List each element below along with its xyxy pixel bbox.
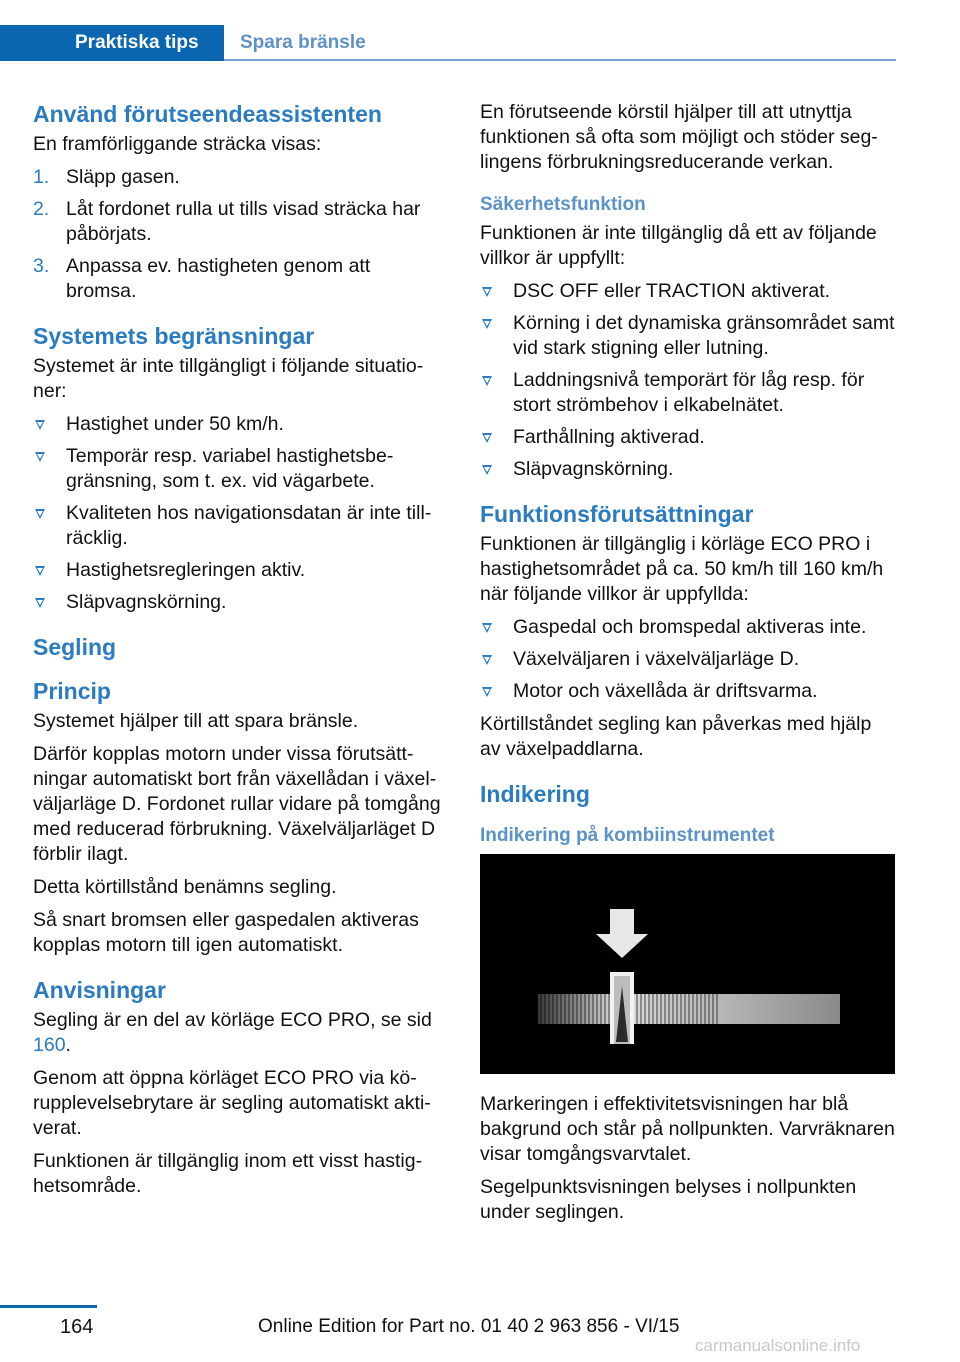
paragraph: Genom att öppna körläget ECO PRO via körupplevelsebrytare är segling automatiskt aktiverat. <box>33 1067 431 1139</box>
list-item: Motor och växellåda är driftsvarma. <box>480 679 896 704</box>
bullet-list <box>33 412 445 615</box>
heading-segling: Segling <box>33 634 117 660</box>
heading-kombiinstrument: Indikering på kombiinstrumentet <box>480 825 775 846</box>
paragraph: Så snart bromsen eller gaspedalen aktiveras kopplas motorn till igen automatiskt. <box>33 909 419 956</box>
page-number-rule <box>0 1305 97 1308</box>
list-item: Farthållning aktiverad. <box>480 425 896 450</box>
bullet-list <box>480 615 896 704</box>
paragraph: Systemet hjälper till att spara bränsle. <box>33 710 359 732</box>
heading-anvisningar: Anvisningar <box>33 977 166 1003</box>
paragraph: Funktionen är tillgänglig i körläge ECO PRO i hastighetsområdet på ca. 50 km/h till 160 km/h när följande villkor är uppfyllda: <box>480 533 884 605</box>
triangle-bullet-icon <box>482 465 492 475</box>
list-item: Gaspedal och bromspedal aktiveras inte. <box>480 615 896 640</box>
down-arrow-icon <box>596 909 648 958</box>
heading-indikering: Indikering <box>480 781 590 807</box>
coasting-indicator-graphic <box>480 854 895 1074</box>
header-rule <box>224 59 896 61</box>
triangle-bullet-icon <box>482 623 492 633</box>
triangle-bullet-icon <box>482 655 492 665</box>
step-text: Låt fordonet rulla ut tills visad sträcka har påbörjats. <box>66 198 421 245</box>
triangle-bullet-icon <box>35 452 45 462</box>
list-item: Släpvagnskörning. <box>480 457 896 482</box>
paragraph: Körtillståndet segling kan påverkas med hjälp av växelpaddlarna. <box>480 713 872 760</box>
section-tab[interactable]: Spara bränsle <box>240 32 366 53</box>
triangle-bullet-icon <box>35 420 45 430</box>
triangle-bullet-icon <box>35 566 45 576</box>
triangle-bullet-icon <box>35 598 45 608</box>
watermark-text: carmanualsonline.info <box>695 1336 861 1355</box>
caption: Markeringen i effektivitetsvisningen har blå bakgrund och står på nollpunkten. Varvräknaren visar tomgångsvarvtalet. <box>480 1093 895 1165</box>
paragraph: Segelpunktsvisningen belyses i nollpunkten under seglingen. <box>480 1176 857 1223</box>
paragraph: Därför kopplas motorn under vissa förutsättningar automatiskt bort från växellådan i växelväljarläge D. Fordonet rullar vidare på tomgång med reducerad förbrukning. Växelväljarläget D förblir ilagt. <box>33 743 441 865</box>
zero-point-marker <box>610 972 634 1044</box>
paragraph: Funktionen är tillgänglig inom ett visst hastighetsområde. <box>33 1150 423 1197</box>
triangle-bullet-icon <box>35 509 45 519</box>
list-item <box>33 165 445 190</box>
paragraph: En förutseende körstil hjälper till att utnyttja funktionen så ofta som möjligt och stöder seglingens förbrukningsreducerande verkan. <box>480 101 878 173</box>
triangle-bullet-icon <box>482 319 492 329</box>
triangle-bullet-icon <box>482 376 492 386</box>
heading-funktionsforutsattningar: Funktionsförutsättningar <box>480 501 754 527</box>
list-item: Hastighet under 50 km/h. <box>33 412 445 437</box>
paragraph: Segling är en del av körläge ECO PRO, se sid 160. <box>33 1009 432 1056</box>
list-item: Släpvagnskörning. <box>33 590 445 615</box>
left-column <box>33 100 445 1207</box>
chapter-tab[interactable]: Praktiska tips <box>0 25 224 61</box>
triangle-bullet-icon <box>482 687 492 697</box>
header-bar <box>0 0 896 64</box>
list-item <box>33 197 445 247</box>
list-item: Kvaliteten hos navigationsdatan är inte tillräcklig. <box>33 501 445 551</box>
steps-list <box>33 165 445 304</box>
page-link[interactable]: 160 <box>33 1034 66 1056</box>
step-number: 1. <box>33 166 50 188</box>
instrument-cluster-image <box>480 854 895 1074</box>
paragraph: Funktionen är inte tillgänglig då ett av följande villkor är uppfyllt: <box>480 222 877 269</box>
list-item <box>33 254 445 304</box>
step-text: Anpassa ev. hastigheten genom att bromsa. <box>66 255 371 302</box>
triangle-bullet-icon <box>482 287 492 297</box>
list-item: DSC OFF eller TRACTION aktiverat. <box>480 279 896 304</box>
triangle-bullet-icon <box>482 433 492 443</box>
heading-begransningar: Systemets begränsningar <box>33 323 315 349</box>
step-number: 2. <box>33 198 50 220</box>
paragraph: Systemet är inte tillgängligt i följande situationer: <box>33 355 424 402</box>
list-item: Hastighetsregleringen aktiv. <box>33 558 445 583</box>
bullet-list <box>480 279 896 482</box>
page-number: 164 <box>60 1316 94 1338</box>
heading-forutseende: Använd förutseendeassistenten <box>33 101 382 127</box>
list-item: Laddningsnivå temporärt för låg resp. för stort strömbehov i elkabelnätet. <box>480 368 896 418</box>
paragraph: Detta körtillstånd benämns segling. <box>33 876 337 898</box>
list-item: Växelväljaren i växelväljarläge D. <box>480 647 896 672</box>
step-number: 3. <box>33 255 50 277</box>
edition-text: Online Edition for Part no. 01 40 2 963 856 - VI/15 <box>258 1316 680 1337</box>
list-item: Temporär resp. variabel hastighetsbegränsning, som t. ex. vid vägarbete. <box>33 444 445 494</box>
heading-sakerhetsfunktion: Säkerhetsfunktion <box>480 194 646 215</box>
list-item: Körning i det dynamiska gränsområdet samt vid stark stigning eller lutning. <box>480 311 896 361</box>
right-column <box>480 100 896 1233</box>
heading-princip: Princip <box>33 678 111 704</box>
paragraph: En framförliggande sträcka visas: <box>33 133 322 155</box>
step-text: Släpp gasen. <box>66 166 180 188</box>
